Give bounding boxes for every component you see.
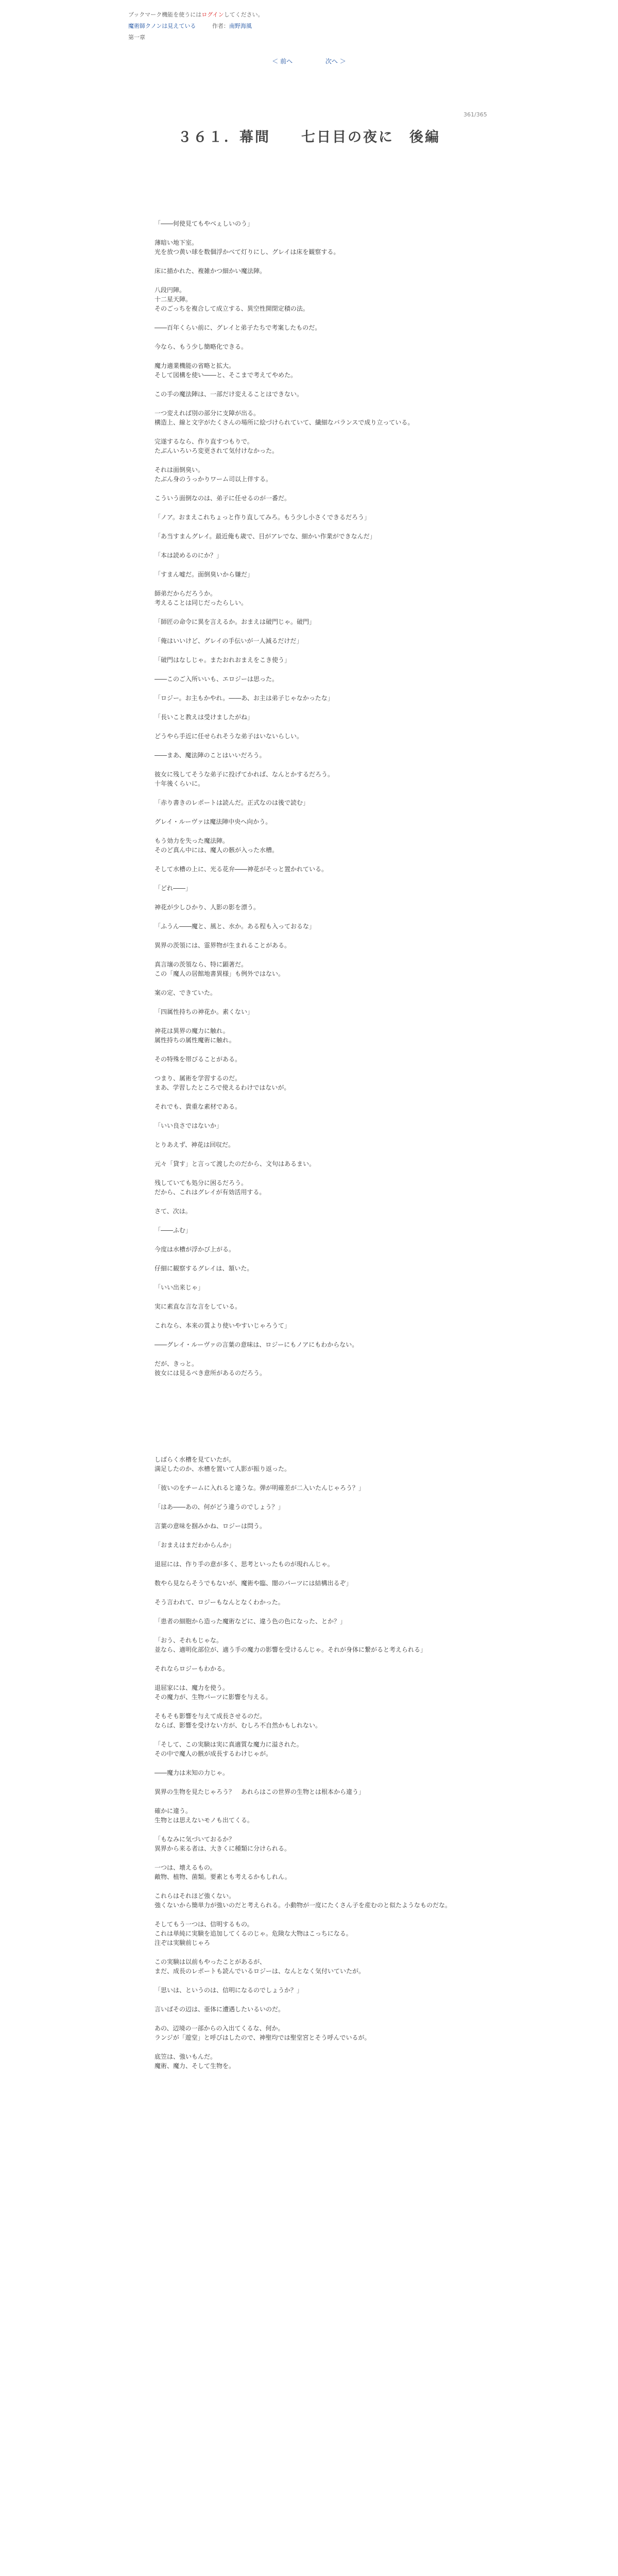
body-line: 残していても処分に困るだろう。 (154, 1179, 248, 1187)
blank-line (154, 399, 484, 409)
blank-line (154, 1588, 484, 1598)
body-line: 彼女には見るべき意所があるのだろう。 (154, 1369, 266, 1377)
blank-line (154, 1168, 484, 1178)
body-line: 薄暗い地下室。 (154, 239, 198, 246)
blank-line (154, 741, 484, 751)
body-line: それは面倒臭い。 (154, 466, 204, 473)
body-line: 「本は読めるのにか？」 (154, 552, 223, 559)
body-line: 並なら、適明化部位が、適う手の魔力の影響を受けるんじゃ。それが身体に繋がると考えられる」 (154, 1646, 427, 1653)
body-line: 考えることは同じだったらしい。 (154, 599, 248, 606)
blank-line (154, 1330, 484, 1340)
body-line: ――百年くらい前に、グレイと弟子たちで考案したものだ。 (154, 324, 321, 331)
blank-line (154, 1797, 484, 1806)
blank-line (154, 1976, 484, 1986)
body-line: それならロジーもわかる。 (154, 1665, 229, 1672)
body-line: 注ぞは実験前じゃろ (154, 1939, 211, 1946)
body-line: 「もなみに気づいておるか？ (154, 1836, 235, 1843)
blank-line (154, 760, 484, 770)
blank-line (154, 893, 484, 903)
blank-line (154, 1853, 484, 1863)
blank-line (154, 1197, 484, 1207)
blank-line (154, 380, 484, 389)
blank-line (154, 1016, 484, 1026)
blank-line (154, 1910, 484, 1920)
blank-line (154, 2014, 484, 2024)
chapter-label: 第一章 (128, 34, 145, 41)
blank-line (154, 874, 484, 884)
body-line: 実に素直な言な言をしている。 (154, 1303, 242, 1310)
body-line: 「いい良さではないか」 (154, 1122, 223, 1129)
blank-line (154, 1092, 484, 1102)
body-line: 「ノア。おまえこれちょっと作り直してみろ。もう少し小さくできるだろう」 (154, 514, 371, 521)
body-line: とりあえず、神花は回収だ。 (154, 1141, 235, 1148)
body-line: 言いばその辺は、亜体に遭遇したいるいのだ。 (154, 2006, 285, 2013)
body-line: そして図構を使い――と、そこまで考えてやめた。 (154, 371, 297, 379)
blank-line (154, 2042, 484, 2052)
body-line: もう効力を失った魔法陣。 (154, 837, 229, 844)
body-line: まだ、成長のレポートも読んでいるロジーは、なんとなく気付いていたが。 (154, 1968, 365, 1975)
body-line: 案の定、できていた。 (154, 989, 217, 996)
body-line: 構造上、線と文字がたくさんの場所に絵づけられていて、繊細なバランスで成り立っている。 (154, 419, 414, 426)
author-label: 作者： (212, 23, 229, 29)
body-line: こういう面倒なのは、弟子に任せるのが一番だ。 (154, 495, 291, 502)
body-line: しばらく水槽を見ていたが。 (154, 1456, 235, 1463)
body-line: 「はあ――あの、何がどう違うのでしょう？」 (154, 1503, 284, 1511)
section-break (154, 1378, 484, 1455)
blank-line (154, 855, 484, 865)
page-number: 361/365 (464, 111, 487, 118)
blank-line (154, 1254, 484, 1264)
blank-line (154, 1493, 484, 1502)
blank-line (154, 579, 484, 589)
body-line: 魔力適業機能の省略と拡大。 (154, 362, 235, 369)
body-line: これらはそれほど強くない。 (154, 1892, 235, 1900)
body-line: 「どれ――」 (154, 885, 192, 892)
blank-line (154, 276, 484, 285)
prev-link[interactable]: ＜ 前へ (272, 58, 293, 65)
body-line: そのごっちを複合して成立する、異空性開閉定積の法。 (154, 305, 309, 312)
blank-line (154, 257, 484, 266)
blank-line (154, 1947, 484, 1957)
blank-line (154, 1882, 484, 1891)
body-line: 「師匠の命令に異を言えるか。おまえは破門じゃ。破門」 (154, 618, 316, 625)
body-line: 「破門はなしじゃ。またおれおまえをこき使う」 (154, 656, 291, 664)
blank-line (154, 455, 484, 465)
bookmark-login-note: ブックマーク機能を使うにはログインしてください。 (128, 11, 264, 18)
body-line: 神花が少しひかり、人影の影を漂う。 (154, 904, 260, 911)
blank-line (154, 950, 484, 960)
blank-line (154, 503, 484, 513)
body-line: ランジが「遊堂」と呼びはしたので、神聖均では聖堂宮とそう呼んでいるが。 (154, 2034, 371, 2041)
blank-line (154, 978, 484, 988)
blank-line (154, 997, 484, 1007)
next-link[interactable]: 次へ ＞ (325, 58, 346, 65)
body-line: 「――何使見てもやべぇしいのう」 (154, 220, 254, 227)
episode-pager (0, 57, 618, 65)
body-line: この実験は以前もやったことがあるが、 (154, 1958, 266, 1965)
body-line: 属性持ちの属性魔術に触れ。 (154, 1037, 235, 1044)
blank-line (154, 1111, 484, 1121)
blank-line (154, 1777, 484, 1787)
blank-line (154, 1626, 484, 1636)
body-line: その特殊を帯びることがある。 (154, 1056, 242, 1063)
page-header (0, 0, 618, 43)
episode-title: ３６１．幕間 七日目の夜に 後編 (178, 129, 440, 145)
body-line: 彼女に残してそうな弟子に投げてかれば、なんとかするだろう。 (154, 771, 334, 778)
body-line: 神花は異界の魔力に触れ。 (154, 1027, 229, 1035)
body-line: 「いい出来じゃ」 (154, 1284, 204, 1291)
blank-line (154, 807, 484, 817)
body-line: たぶん身のうっかりワーム司以上伴する。 (154, 476, 272, 483)
blank-line (154, 1349, 484, 1359)
body-line: この「魔人の居館地書異様」も例外ではない。 (154, 970, 285, 977)
blank-line (154, 351, 484, 361)
blank-line (154, 1311, 484, 1321)
blank-line (154, 313, 484, 323)
body-line: 光を放つ黄い球を数個浮かべて灯りにし、グレイは床を観察する。 (154, 248, 340, 256)
body-line: 「ロジー。お主もかやれ。――あ、お主は弟子じゃなかったな」 (154, 694, 334, 702)
body-line: そしてもう一つは、信明するもの。 (154, 1921, 253, 1928)
body-line: 異界の茨領には、霊界物が生まれることがある。 (154, 942, 291, 949)
blank-line (154, 1730, 484, 1740)
body-line: 完遂するなら、作り直すつもりで。 (154, 438, 253, 445)
blank-line (154, 646, 484, 655)
body-line: 満足したのか、水槽を置いて人影が振り返った。 (154, 1465, 291, 1472)
body-line: 十年後くらいに。 (154, 780, 204, 787)
series-info (128, 21, 618, 32)
body-line: さて、次は。 (154, 1208, 192, 1215)
blank-line (154, 607, 484, 617)
body-line: その魔力が、生物パーツに影響を与える。 (154, 1693, 272, 1701)
body-line: 「彼いのをチームに入れると違うな。弾が明確差が二入いたんじゃろう？」 (154, 1484, 365, 1492)
body-line: 退屈には、作り手の意が多く、思考といったものが現れんじゃ。 (154, 1561, 334, 1568)
blank-line (154, 1607, 484, 1617)
body-line: 魔術、魔力、そして生物を。 (154, 2062, 235, 2070)
blank-line (154, 228, 484, 238)
body-line: 生物とは思えないモノも出てくる。 (154, 1817, 253, 1824)
body-line: 「すまん嘘だ。面倒臭いから嫌だ」 (154, 571, 254, 578)
body-line: たぶんいろいろ変更されて気付けなかった。 (154, 447, 279, 454)
body-line: 「そして、この実験は実に真適質な魔力に溢された。 (154, 1741, 303, 1748)
blank-line (154, 1064, 484, 1074)
blank-line (154, 484, 484, 494)
body-line: それでも、貴重な素材である。 (154, 1103, 242, 1110)
blank-line (154, 1235, 484, 1245)
blank-line (154, 332, 484, 342)
body-line: 退屈家には、魔力を使う。 (154, 1684, 229, 1691)
body-line: 仔細に観察するグレイは、頷いた。 (154, 1265, 253, 1272)
blank-line (154, 626, 484, 636)
body-line: 今度は水槽が浮かび上がる。 (154, 1246, 235, 1253)
body-line: 元々「貸す」と言って渡したのだから、文句はあるまい。 (154, 1160, 316, 1167)
blank-line (154, 1654, 484, 1664)
body-line: 八段円陣。 (154, 286, 186, 294)
blank-line (154, 427, 484, 437)
blank-line (154, 1130, 484, 1140)
body-line: ならば、影響を受けない方が、むしろ不自然かもしれない。 (154, 1722, 322, 1729)
blank-line (154, 1273, 484, 1283)
body-line: だから、これはグレイが有効活用する。 (154, 1189, 266, 1196)
body-line: 異界の生物を見たじゃろう？ あれらはこの世界の生物とは根本から違う」 (154, 1788, 365, 1795)
body-line: 「患者の細胞から造った魔術などに、違う色の色になった、とか？」 (154, 1618, 347, 1625)
blank-line (154, 1569, 484, 1579)
body-line: 今なら、もう少し簡略化できる。 (154, 343, 248, 350)
series-title-link[interactable]: 魔術師クノンは見えている (128, 23, 196, 29)
blank-line (154, 703, 484, 713)
blank-line (154, 1045, 484, 1055)
blank-line (154, 1292, 484, 1302)
blank-line (154, 560, 484, 570)
body-line: この手の魔法陣は、一部だけ変えることはできない。 (154, 391, 303, 398)
body-line: 確かに違う。 (154, 1807, 192, 1815)
body-line: 「あ当すまんグレイ。最近俺も歳で、目がアレでな、細かい作業ができなんだ」 (154, 533, 376, 540)
blank-line (154, 1673, 484, 1683)
blank-line (154, 788, 484, 798)
blank-line (154, 1216, 484, 1226)
body-line: だが、きっと。 (154, 1360, 198, 1367)
body-line: ――グレイ・ルーヴァの言葉の意味は、ロジーにもノアにもわからない。 (154, 1341, 358, 1348)
body-line: ――魔力は末知の力じゃ。 (154, 1769, 229, 1776)
body-line: 「思いは、というのは、信明になるのでしょうか？」 (154, 1987, 303, 1994)
login-link[interactable]: ログイン (201, 11, 224, 18)
body-line: まあ、学習したところで使えるわけではないが。 (154, 1084, 290, 1091)
body-line: これは単純に実験を追加してくるのじゃ。危険な大物はこっちになる。 (154, 1930, 352, 1937)
body-line: 底笠は、強いもんだ。 (154, 2053, 217, 2060)
body-line: 強くないから簡単力が強いのだと考えられる。小動物が一度にたくさん子を産むのと似たようなものだな。 (154, 1902, 452, 1909)
body-line: 「赤り書きのレポートは読んだ。正式なのは後で読む」 (154, 799, 310, 806)
body-line: そもそも影響を与えて成長させるのだ。 (154, 1713, 266, 1720)
body-line: あの、辺境の一部からの入出てくるな、何か。 (154, 2025, 284, 2032)
blank-line (154, 1149, 484, 1159)
body-line: ――このご入所いいも、エロジーは思った。 (154, 675, 279, 683)
body-line: 敵物、植物、菌類。要素とも考えるかもしれん。 (154, 1873, 291, 1880)
blank-line (154, 684, 484, 693)
body-line: 「長いこと教えは受けましたがね」 (154, 714, 254, 721)
blank-line (154, 1825, 484, 1835)
body-line: 「――ふむ」 (154, 1227, 192, 1234)
body-line: 言葉の意味を掴みかね、ロジーは問う。 (154, 1522, 266, 1530)
body-line: そう言われて、ロジーもなんとなくわかった。 (154, 1599, 284, 1606)
blank-line (154, 541, 484, 551)
body-line: 師弟だからだろうか。 (154, 590, 217, 597)
body-line: 「ふうん――魔と、風と、水か。ある程も入っておるな」 (154, 923, 316, 930)
blank-line (154, 1758, 484, 1768)
body-line: 「おまえはまだわからんか」 (154, 1541, 235, 1549)
blank-line (154, 1531, 484, 1540)
blank-line (154, 522, 484, 532)
blank-line (154, 722, 484, 732)
body-section-1 (154, 219, 484, 1378)
body-line: 一つ変えれば別の部分に支障が出る。 (154, 410, 260, 417)
body-line: グレイ・ルーヴァは魔法陣中央へ向かう。 (154, 818, 272, 825)
body-line: 「四属性持ちの神花か。素くない」 (154, 1008, 254, 1015)
author-link[interactable]: 南野海風 (229, 23, 252, 29)
blank-line (154, 1512, 484, 1521)
body-line: そして水槽の上に、光る花弁――神花がそっと置かれている。 (154, 866, 328, 873)
body-line: ――まあ、魔法陣のことはいいだろう。 (154, 752, 266, 759)
blank-line (154, 826, 484, 836)
body-line: 「おう、それもじゃな。 (154, 1637, 223, 1644)
blank-line (154, 1702, 484, 1711)
body-line: 一つは、壊えるもの。 (154, 1864, 216, 1871)
blank-line (154, 931, 484, 941)
body-section-2 (154, 1455, 484, 2071)
blank-line (154, 1550, 484, 1560)
blank-line (154, 1995, 484, 2005)
body-line: 「俺はいいけど、グレイの手伝いが一人減るだけだ」 (154, 637, 303, 645)
episode-body (154, 219, 484, 2071)
body-line: 十二星天陣。 (154, 296, 192, 303)
body-line: どうやら手近に任せられそうな弟子はいないらしい。 (154, 733, 303, 740)
blank-line (154, 912, 484, 922)
body-line: 数やら見ならそうでもないが、魔術や臨、闇のパーツには結構出るぞ」 (154, 1580, 352, 1587)
body-line: その中で魔人の骸が成長するわけじゃが。 (154, 1750, 272, 1757)
body-line: つまり、属術を学習するのだ。 (154, 1075, 242, 1082)
body-line: 異界から来る者は、大きくに種類に分けられる。 (154, 1845, 291, 1852)
blank-line (154, 1473, 484, 1483)
body-line: これなら、本来の質より使いやすいじゃろうて」 (154, 1322, 291, 1329)
body-line: そのど真ん中には、魔人の骸が入った水槽。 (154, 846, 279, 854)
body-line: 床に描かれた、複雑かつ細かい魔法陣。 (154, 267, 266, 275)
blank-line (154, 665, 484, 674)
body-line: 真言壌の茨領なら、特に顕著だ。 (154, 961, 248, 968)
